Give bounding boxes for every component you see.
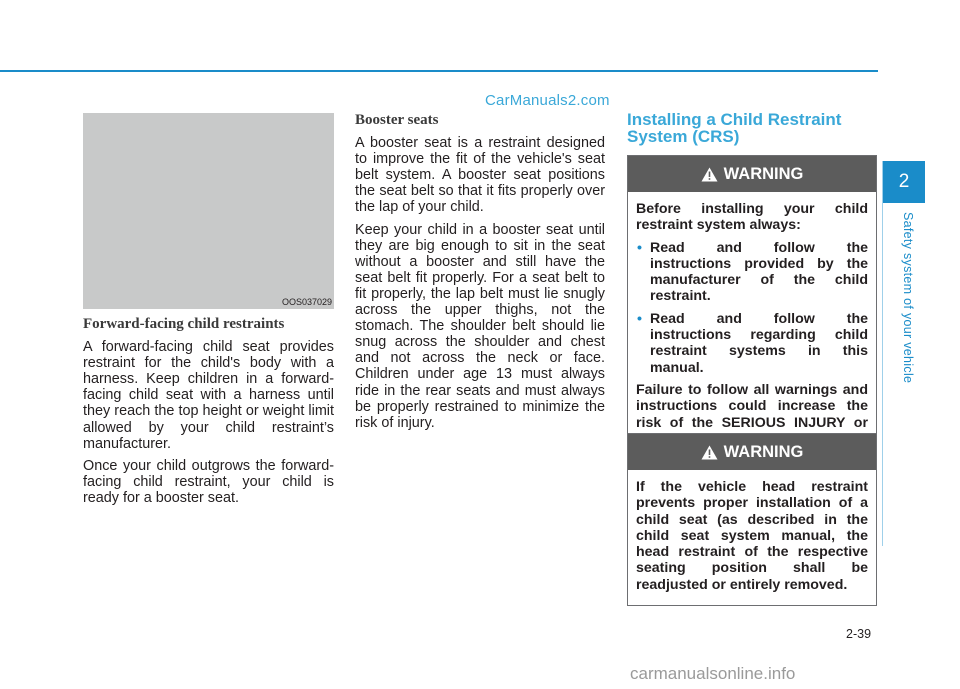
sidebar-divider <box>882 161 883 546</box>
watermark-bottom[interactable]: carmanualsonline.info <box>630 664 796 683</box>
booster-seats-heading: Booster seats <box>355 112 439 128</box>
warning-label: WARNING <box>723 442 804 461</box>
warning-closing: Failure to follow all warnings and instructions could increase the risk of the SERIOUS INJURY or <box>636 381 868 431</box>
section-title: Installing a Child Restraint System (CRS) <box>627 110 842 146</box>
booster-paragraph: A booster seat is a restraint designed to improve the fit of the vehicle's seat belt system. A booster seat positions the seat belt so that it fits properly over the lap of your child. <box>355 135 605 216</box>
column-forward-facing <box>83 316 334 512</box>
warning-bullet-list <box>636 240 868 376</box>
warning-bullet <box>636 240 868 305</box>
warning-body <box>628 192 876 459</box>
warning-header <box>628 156 876 192</box>
warning-triangle-icon <box>701 445 718 460</box>
forward-facing-paragraph: A forward-facing child seat provides restraint for the child's body with a harness. Keep children in a forward-facing child seat with a harness until they reach the top height or weight limit allowed by your child restraint’s manufacturer. <box>83 339 334 452</box>
page-number: 2-39 <box>846 627 872 641</box>
warning-box-head-restraint <box>627 433 877 606</box>
forward-facing-paragraph: Once your child outgrows the forward-facing child restraint, your child is ready for a booster seat. <box>83 457 334 506</box>
bullet-dot-icon: • <box>637 239 642 256</box>
warning-triangle-icon <box>701 167 718 182</box>
illustration-photo <box>83 113 334 309</box>
forward-facing-heading: Forward-facing child restraints <box>83 316 285 332</box>
warning-text: If the vehicle head restraint prevents proper installation of a child seat (as described in the child seat system manual, the head restraint of the respective seating position shall be readjusted or entirely removed. <box>636 479 868 593</box>
warning-bullet-text: Read and follow the instructions regarding child restraint systems in this manual. <box>650 310 868 376</box>
watermark-top[interactable]: CarManuals2.com <box>485 92 610 109</box>
warning-body <box>628 470 876 605</box>
warning-intro: Before installing your child restraint system always: <box>636 201 868 234</box>
chapter-title: Safety system of your vehicle <box>901 212 915 384</box>
booster-paragraph: Keep your child in a booster seat until they are big enough to sit in the seat without a booster and still have the seat belt fit properly. For a seat belt to fit properly, the lap belt must lie snugly across the upper thighs, not the stomach. The shoulder belt should lie snug across the shoulder and chest and not across the neck or face. Children under age 13 must always ride in the rear seats and must always be properly restrained to minimize the risk of injury. <box>355 221 605 431</box>
warning-label: WARNING <box>723 164 804 183</box>
header-rule <box>0 70 878 72</box>
column-booster-seats <box>355 112 605 437</box>
warning-header <box>628 434 876 470</box>
warning-box-crs <box>627 155 877 460</box>
warning-bullet <box>636 311 868 376</box>
bullet-dot-icon: • <box>637 310 642 327</box>
warning-bullet-text: Read and follow the instructions provided by the manufacturer of the child restraint. <box>650 239 868 305</box>
chapter-tab: 2 <box>883 161 925 203</box>
photo-code: OOS037029 <box>281 297 332 307</box>
